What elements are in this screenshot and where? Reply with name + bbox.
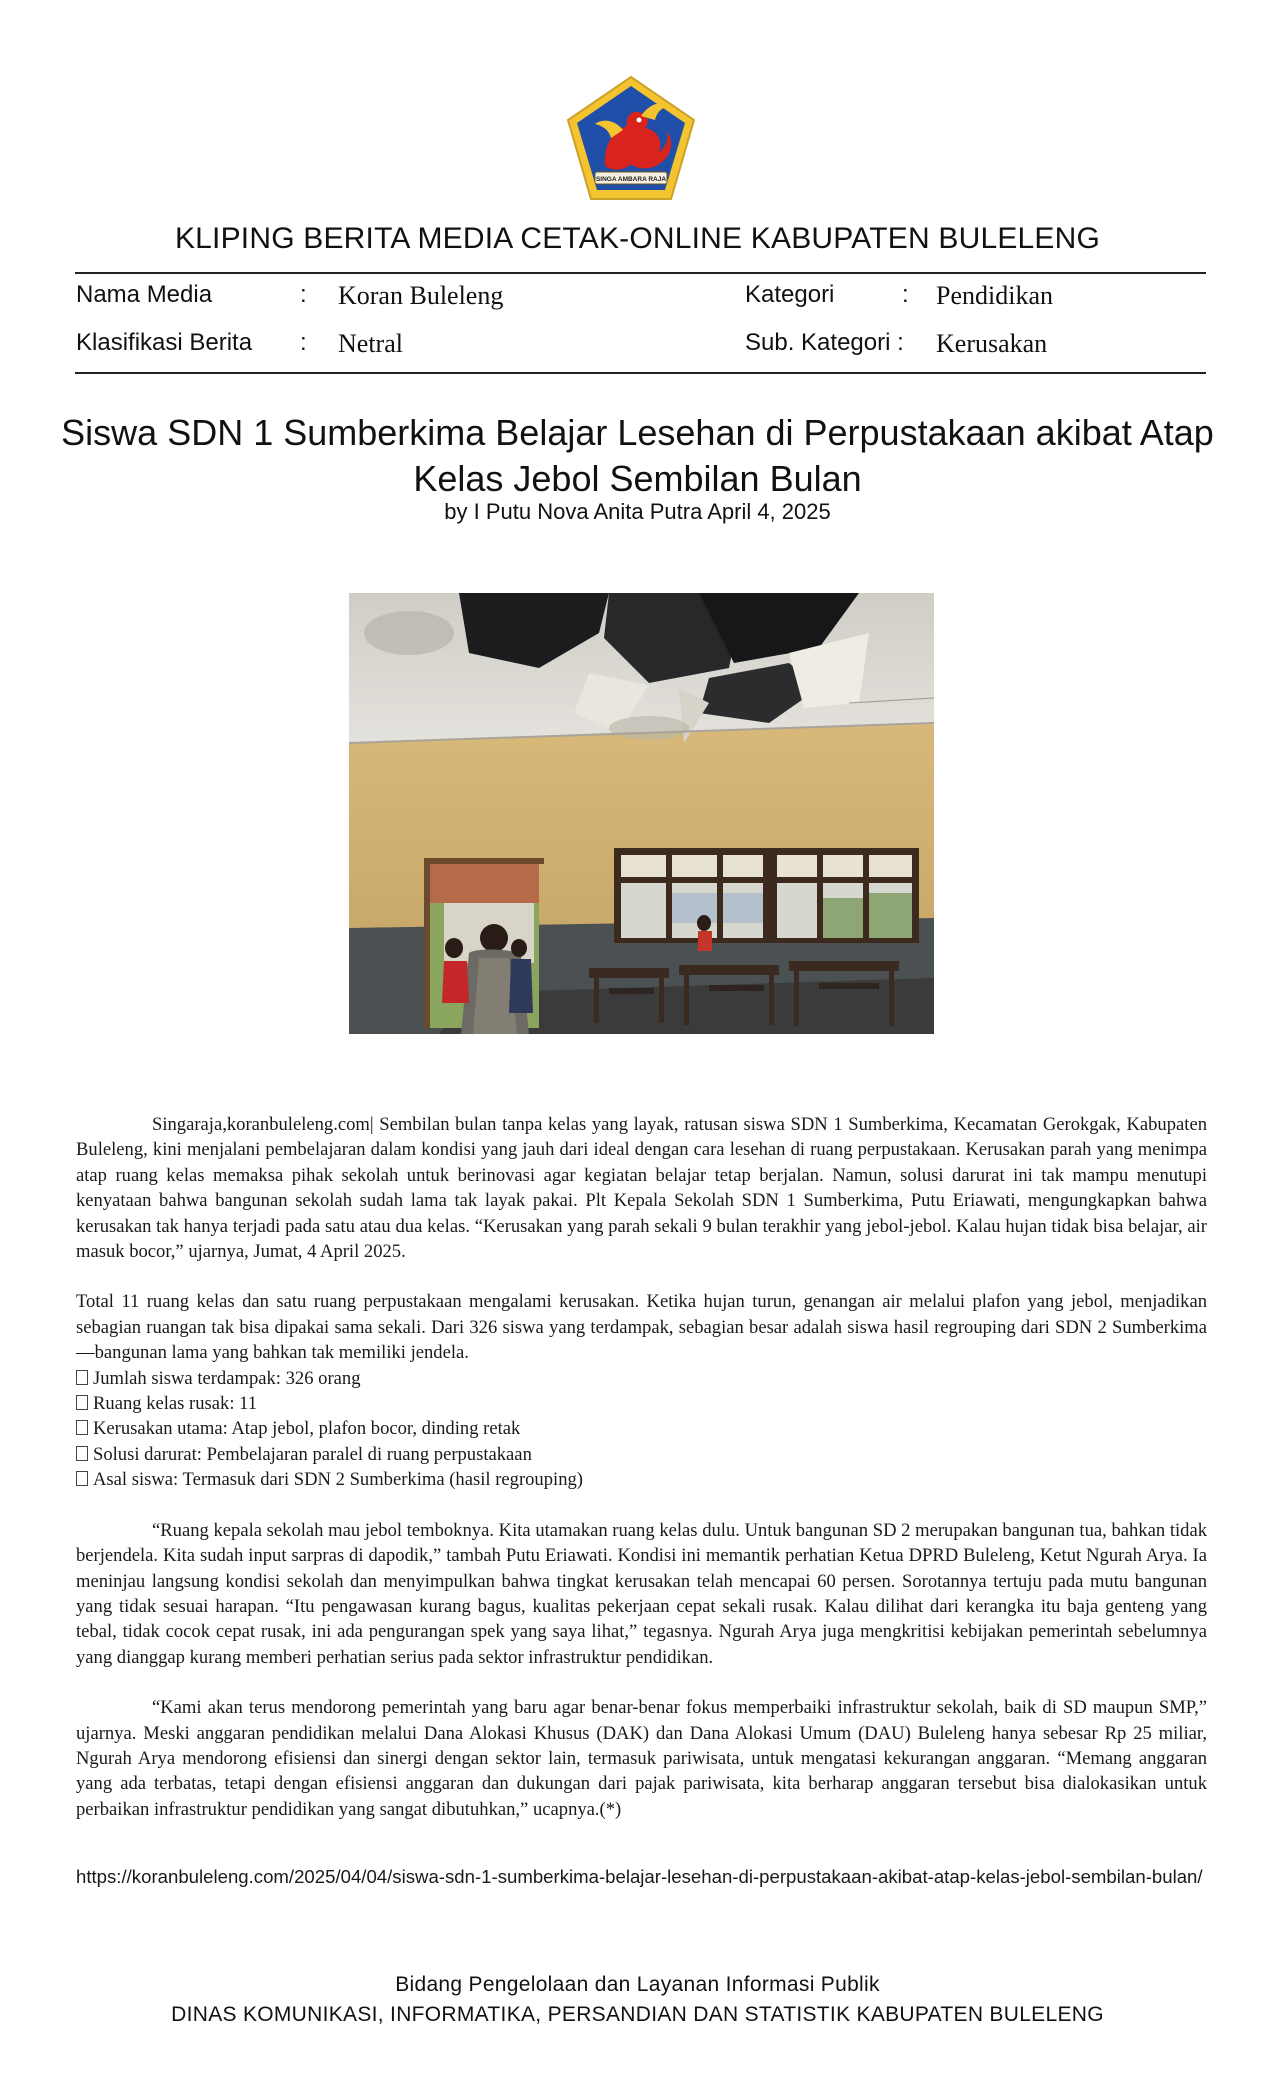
article-paragraph: Total 11 ruang kelas dan satu ruang perpustakaan mengalami kerusakan. Ketika hujan turun, genangan air melalui plafon yang jebol, menjadikan sebagian ruangan tak bisa dipakai sama sekali. Dari 326 siswa yang terdampak, sebagian besar adalah siswa hasil regrouping dari SDN 2 Sumberkima—bangunan lama yang bahkan tak memiliki jendela. <box>76 1291 1207 1364</box>
article-paragraph: Singaraja,koranbuleleng.com| Sembilan bulan tanpa kelas yang layak, ratusan siswa SDN 1 Sumberkima, Kecamatan Gerokgak, Kabupaten Buleleng, kini menjalani pembelajaran dalam kondisi yang jauh dari ideal dengan cara lesehan di ruang perpustakaan. Kerusakan parah yang menimpa atap ruang kelas memaksa pihak sekolah untuk berinovasi agar kegiatan belajar tetap berjalan. Namun, solusi darurat ini tak mampu menutupi kenyataan bahwa bangunan sekolah sudah lama tak layak pakai. Plt Kepala Sekolah SDN 1 Sumberkima, Putu Eriawati, mengungkapkan bahwa kerusakan tak hanya terjadi pada satu atau dua kelas. “Kerusakan yang parah sekali 9 bulan terakhir yang jebol-jebol. Kalau hujan tidak bisa belajar, air masuk bocor,” ujarnya, Jumat, 4 April 2025. <box>76 1114 1207 1263</box>
damaged-classroom-photo <box>349 593 934 1034</box>
list-item: Jumlah siswa terdampak: 326 orang <box>76 1366 1207 1391</box>
category-value: Pendidikan <box>936 281 1053 310</box>
missing-glyph-icon <box>76 1395 88 1410</box>
regency-emblem-logo <box>565 74 697 202</box>
list-item: Ruang kelas rusak: 11 <box>76 1391 1207 1416</box>
media-name-label: Nama Media <box>76 281 213 308</box>
emblem-motto-text: SINGA AMBARA RAJA <box>595 176 667 183</box>
news-classification-value: Netral <box>338 329 403 358</box>
media-name-value: Koran Buleleng <box>338 281 504 310</box>
missing-glyph-icon <box>76 1420 88 1435</box>
footer-agency: DINAS KOMUNIKASI, INFORMATIKA, PERSANDIAN DAN STATISTIK KABUPATEN BULELENG <box>171 2003 1104 2026</box>
list-item: Kerusakan utama: Atap jebol, plafon bocor, dinding retak <box>76 1416 1207 1441</box>
footer-department: Bidang Pengelolaan dan Layanan Informasi Publik <box>395 1973 880 1996</box>
missing-glyph-icon <box>76 1446 88 1461</box>
list-item: Solusi darurat: Pembelajaran paralel di ruang perpustakaan <box>76 1442 1207 1467</box>
list-item: Asal siswa: Termasuk dari SDN 2 Sumberkima (hasil regrouping) <box>76 1467 1207 1492</box>
missing-glyph-icon <box>76 1370 88 1385</box>
article-paragraph: “Kami akan terus mendorong pemerintah yang baru agar benar-benar fokus memperbaiki infrastruktur sekolah, baik di SD maupun SMP,” ujarnya. Meski anggaran pendidikan melalui Dana Alokasi Khusus (DAK) dan Dana Alokasi Umum (DAU) Buleleng hanya sebesar Rp 25 miliar, Ngurah Arya mendorong efisiensi dan sinergi dengan sektor lain, termasuk pariwisata, untuk mengatasi kekurangan anggaran. “Memang anggaran yang ada terbatas, tetapi dengan efisiensi anggaran dan dukungan dari pajak pariwisata, kita berharap anggaran tersebut bisa dialokasikan untuk perbaikan infrastruktur pendidikan yang sangat dibutuhkan,” ucapnya.(*) <box>76 1697 1207 1820</box>
news-classification-colon: : <box>300 329 307 356</box>
clipping-header-title: KLIPING BERITA MEDIA CETAK-ONLINE KABUPATEN BULELENG <box>174 222 1101 255</box>
subcategory-value: Kerusakan <box>936 329 1048 358</box>
key-facts-list <box>76 1366 1207 1493</box>
media-name-colon: : <box>300 281 307 308</box>
header-divider-bottom <box>75 372 1206 374</box>
article-byline: by I Putu Nova Anita Putra April 4, 2025 <box>444 499 831 524</box>
category-colon: : <box>902 281 909 308</box>
header-divider-top <box>75 272 1206 274</box>
source-url-link[interactable]: https://koranbuleleng.com/2025/04/04/siswa-sdn-1-sumberkima-belajar-lesehan-di-perpustakaan-akibat-atap-kelas-jebol-sembilan-bulan/ <box>76 1866 1203 1887</box>
subcategory-label: Sub. Kategori : <box>745 329 904 356</box>
article-body <box>76 1112 1207 1822</box>
missing-glyph-icon <box>76 1471 88 1486</box>
category-label: Kategori <box>745 281 835 308</box>
article-paragraph: “Ruang kepala sekolah mau jebol temboknya. Kita utamakan ruang kelas dulu. Untuk bangunan SD 2 merupakan bangunan tua, bahkan tidak berjendela. Kita sudah input sarpras di dapodik,” tambah Putu Eriawati. Kondisi ini memantik perhatian Ketua DPRD Buleleng, Ketut Ngurah Arya. Ia meninjau langsung kondisi sekolah dan menyimpulkan bahwa tingkat kerusakan telah mencapai 60 persen. Sorotannya tertuju pada mutu bangunan yang tidak sesuai harapan. “Itu pengawasan kurang bagus, kualitas pekerjaan cepat sekali rusak. Kalau dilihat dari kerangka itu baja genteng yang tebal, tidak cocok cepat rusak, ini ada pengurangan spek yang saya lihat,” tegasnya. Ngurah Arya juga mengkritisi kebijakan pemerintah sebelumnya yang dianggap kurang memberi perhatian serius pada sektor infrastruktur pendidikan. <box>76 1519 1207 1668</box>
news-classification-label: Klasifikasi Berita <box>76 329 253 356</box>
article-headline: Siswa SDN 1 Sumberkima Belajar Lesehan di Perpustakaan akibat Atap Kelas Jebol Sembilan Bulan <box>61 412 1214 499</box>
